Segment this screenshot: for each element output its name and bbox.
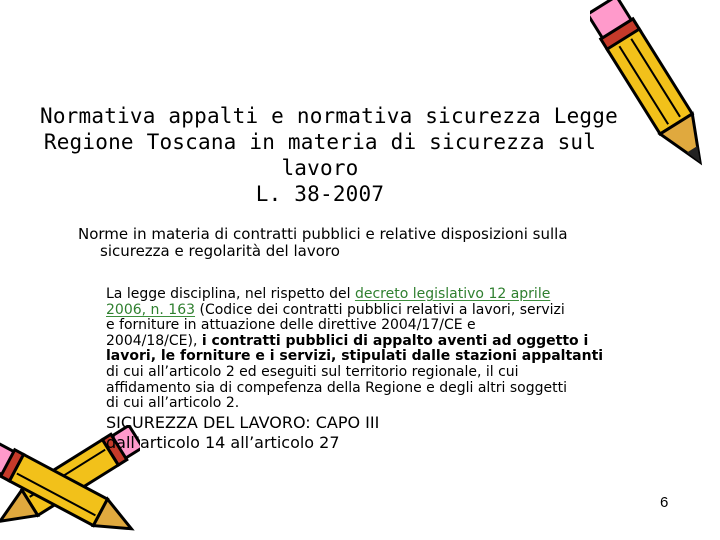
subtitle-line: sicurezza e regolarità del lavoro (100, 242, 340, 260)
chapter-heading: SICUREZZA DEL LAVORO: CAPO III (106, 412, 380, 432)
subtitle-line: Norme in materia di contratti pubblici e relative disposizioni sulla (78, 225, 568, 243)
body-line (106, 334, 676, 350)
decree-link-cont[interactable]: 2006, n. 163 (106, 301, 196, 318)
title-line: Regione Toscana in materia di sicurezza sul (43, 130, 597, 154)
subtitle (78, 226, 648, 260)
page-number: 6 (660, 494, 669, 511)
title-line: Normativa appalti e normativa sicurezza Legge (40, 104, 618, 128)
body-line (106, 303, 676, 319)
body-line: affidamento sia di compefenza della Regione e degli altri soggetti (106, 379, 567, 396)
body-intro: La legge disciplina, nel rispetto del (106, 286, 355, 302)
body-text-segment: 2004/18/CE), (106, 332, 202, 349)
decree-link[interactable]: decreto legislativo 12 aprile (354, 286, 551, 302)
title-line: L. 38-2007 (255, 182, 385, 206)
body-text (106, 287, 676, 453)
body-text-segment: (Codice dei contratti pubblici relativi a lavori, servizi (195, 301, 565, 318)
chapter-range: dall’articolo 14 all’articolo 27 (106, 432, 340, 452)
pencil-icon (590, 0, 720, 180)
body-bold-segment: i contratti pubblici di appalto aventi ad oggetto i (201, 332, 589, 349)
body-line: lavori, le forniture e i servizi, stipulati dalle stazioni appaltanti (106, 348, 604, 365)
body-line: di cui all’articolo 2. (106, 395, 240, 412)
body-line: di cui all’articolo 2 ed eseguiti sul territorio regionale, il cui (106, 363, 519, 380)
body-line: e forniture in attuazione delle direttive 2004/17/CE e (106, 317, 476, 334)
title-line: lavoro (281, 156, 359, 180)
body-line (106, 287, 676, 303)
page-title (40, 103, 618, 207)
